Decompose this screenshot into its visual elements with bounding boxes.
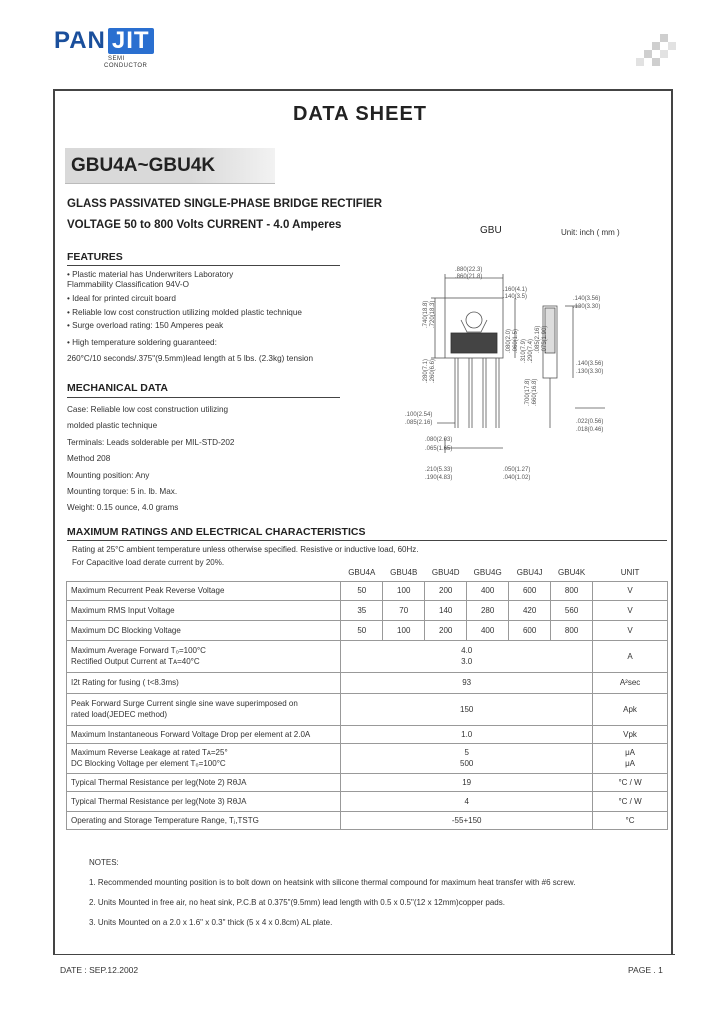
dim-label: .075(1.90) [542, 325, 548, 353]
value-cell: 100 [383, 581, 425, 600]
feature-item: • Surge overload rating: 150 Amperes peak [67, 321, 224, 331]
table-header-row [67, 565, 668, 581]
feature-item: • Ideal for printed circuit board [67, 294, 176, 303]
dim-label: .140(3.56) [576, 361, 604, 367]
dim-label: .140(3.5) [503, 294, 528, 300]
dim-label: .720(18.3) [430, 300, 436, 328]
note-item: 1. Recommended mounting position is to bolt down on heatsink with silicone thermal compound for maximum heat transfer with #6 screw. [89, 878, 576, 887]
panjit-logo [54, 28, 154, 54]
column-header: GBU4G [473, 568, 502, 578]
footer-date: DATE : SEP.12.2002 [60, 965, 139, 975]
table-row [67, 600, 668, 620]
param-cell: Maximum Recurrent Peak Reverse Voltage [67, 581, 341, 600]
column-header: GBU4K [558, 568, 586, 578]
unit-cell: A [593, 640, 668, 672]
feature-item: • Plastic material has Underwriters Laboratory Flammability Classification 94V-O [67, 270, 234, 290]
param-cell: Peak Forward Surge Current single sine wave superimposed on rated load(JEDEC method) [67, 693, 341, 725]
table-row [67, 672, 668, 693]
unit-cell: V [593, 600, 668, 620]
column-header: GBU4D [431, 568, 460, 578]
column-header: UNIT [620, 568, 640, 578]
table-row [67, 725, 668, 743]
dim-label: .100(2.54) [405, 412, 433, 418]
table-row [67, 791, 668, 811]
features-heading: FEATURES [67, 251, 123, 263]
footer-page: PAGE . 1 [628, 965, 663, 975]
dim-label: .660(16.8) [532, 378, 538, 406]
table-row [67, 640, 668, 672]
param-cell: I2t Rating for fusing ( t<8.3ms) [67, 672, 341, 693]
mech-line: Terminals: Leads solderable per MIL-STD-202 [67, 437, 235, 447]
notes-title: NOTES: [89, 858, 119, 867]
dim-label: .040(1.02) [503, 475, 531, 481]
dim-label: .050(1.27) [503, 467, 531, 473]
unit-cell: Apk [593, 693, 668, 725]
mechanical-heading: MECHANICAL DATA [67, 382, 168, 394]
table-row [67, 811, 668, 829]
dim-label: .260(6.6) [430, 358, 436, 383]
dim-label: .018(0.46) [576, 427, 604, 433]
value-cell: 800 [551, 620, 593, 640]
unit-note: Unit: inch ( mm ) [561, 228, 620, 237]
value-cell: 150 [341, 693, 593, 725]
unit-cell: °C / W [593, 791, 668, 811]
logo-jit-text: JIT [108, 28, 154, 54]
param-cell: Maximum DC Blocking Voltage [67, 620, 341, 640]
value-cell: 1.0 [341, 725, 593, 743]
note-item: 2. Units Mounted in free air, no heat sink, P.C.B at 0.375"(9.5mm) lead length with 0.5 x 0.5"(12 x 12mm)copper pads. [89, 898, 505, 907]
value-cell: 560 [551, 600, 593, 620]
dim-label: .085(2.16) [405, 420, 433, 426]
unit-cell: °C [593, 811, 668, 829]
unit-cell: μA μA [593, 743, 668, 773]
mech-line: Weight: 0.15 ounce, 4.0 grams [67, 503, 179, 513]
table-row [67, 743, 668, 773]
mech-line: Case: Reliable low cost construction utilizing [67, 405, 229, 414]
value-cell: 400 [467, 581, 509, 600]
dim-label: .190(4.83) [425, 475, 453, 481]
logo-pan-text: PAN [54, 27, 106, 54]
package-outline-drawing [395, 258, 670, 488]
dim-label: .080(2.03) [425, 437, 453, 443]
unit-cell: V [593, 620, 668, 640]
ratings-note-2: For Capacitive load derate current by 20%. [72, 558, 225, 567]
value-cell: 50 [341, 581, 383, 600]
dim-label: .700(17.8) [525, 378, 531, 406]
mech-line: Mounting position: Any [67, 470, 150, 480]
dim-label: .280(7.1) [423, 358, 429, 383]
unit-cell: V [593, 581, 668, 600]
value-cell: 420 [509, 600, 551, 620]
logo-subtitle [104, 56, 147, 70]
mechanical-data [67, 402, 357, 517]
dim-label: .160(4.1) [503, 287, 528, 293]
ratings-divider [67, 540, 667, 541]
dim-label: .210(5.33) [425, 467, 453, 473]
value-cell: 280 [467, 600, 509, 620]
page-title: DATA SHEET [292, 103, 428, 125]
value-cell: 600 [509, 581, 551, 600]
value-cell: 4 [341, 791, 593, 811]
param-cell: Maximum Average Forward T₀=100°C Rectified Output Current at Tᴀ=40°C [67, 640, 341, 672]
unit-cell: A²sec [593, 672, 668, 693]
value-cell: 800 [551, 581, 593, 600]
logo-sub-conductor: CONDUCTOR [104, 63, 148, 69]
footer-divider [53, 954, 675, 955]
mechanical-divider [67, 397, 340, 398]
voltage-current-spec: VOLTAGE 50 to 800 Volts CURRENT - 4.0 Amperes [67, 219, 342, 231]
package-name: GBU [480, 225, 502, 236]
dim-label: .065(1.65) [425, 446, 453, 452]
ratings-note-1: Rating at 25°C ambient temperature unless otherwise specified. Resistive or inductive load, 60Hz. [72, 545, 419, 554]
value-cell: 70 [383, 600, 425, 620]
param-cell: Operating and Storage Temperature Range, Tⱼ,TSTG [67, 811, 341, 829]
dim-label: .022(0.56) [576, 419, 604, 425]
dim-label: .310(7.9) [521, 338, 527, 363]
table-row [67, 773, 668, 791]
part-number: GBU4A~GBU4K [71, 155, 216, 176]
value-cell: 140 [425, 600, 467, 620]
value-cell: 200 [425, 620, 467, 640]
param-cell: Maximum Reverse Leakage at rated Tᴀ=25° DC Blocking Voltage per element T₀=100°C [67, 743, 341, 773]
mech-line: Method 208 [67, 454, 111, 464]
dim-label: .290(7.4) [528, 338, 534, 363]
value-cell: -55+150 [341, 811, 593, 829]
dim-label: .130(3.30) [573, 304, 601, 310]
features-divider [67, 265, 340, 266]
logo-sub-semi: SEMI [108, 56, 125, 62]
value-cell: 93 [341, 672, 593, 693]
dim-label: .080(2.0) [506, 328, 512, 353]
feature-item: • Reliable low cost construction utilizing molded plastic technique [67, 307, 302, 317]
column-header: GBU4A [348, 568, 376, 578]
param-cell: Typical Thermal Resistance per leg(Note 3) RθJA [67, 791, 341, 811]
note-item: 3. Units Mounted on a 2.0 x 1.6" x 0.3" thick (5 x 4 x 0.8cm) AL plate. [89, 918, 333, 927]
value-cell: 19 [341, 773, 593, 791]
features-list [67, 270, 357, 370]
ratings-heading: MAXIMUM RATINGS AND ELECTRICAL CHARACTERISTICS [67, 526, 366, 538]
dim-label: .130(3.30) [576, 369, 604, 375]
dim-label: .140(3.56) [573, 296, 601, 302]
table-row [67, 693, 668, 725]
dim-label: .880(22.3) [455, 267, 483, 273]
decorative-dots [636, 34, 676, 74]
value-cell: 400 [467, 620, 509, 640]
feature-item: • High temperature soldering guaranteed: 260°C/10 seconds/.375"(9.5mm)lead length at 5 lbs. (2.3kg) tension [67, 337, 314, 363]
dim-label: .085(2.16) [535, 325, 541, 353]
table-row [67, 620, 668, 640]
dim-label: .740(18.8) [423, 300, 429, 328]
dim-label: .060(1.5) [513, 328, 519, 353]
unit-cell: Vpk [593, 725, 668, 743]
value-cell: 100 [383, 620, 425, 640]
value-cell: 4.0 3.0 [341, 640, 593, 672]
unit-cell: °C / W [593, 773, 668, 791]
param-cell: Maximum RMS Input Voltage [67, 600, 341, 620]
value-cell: 200 [425, 581, 467, 600]
column-header: GBU4B [390, 568, 418, 578]
value-cell: 5 500 [341, 743, 593, 773]
dim-label: .860(21.8) [455, 274, 483, 280]
mech-line: Mounting torque: 5 in. lb. Max. [67, 487, 178, 497]
column-header: GBU4J [516, 568, 543, 578]
param-cell: Typical Thermal Resistance per leg(Note 2) RθJA [67, 773, 341, 791]
product-description: GLASS PASSIVATED SINGLE-PHASE BRIDGE RECTIFIER [67, 198, 383, 210]
value-cell: 35 [341, 600, 383, 620]
param-cell: Maximum Instantaneous Forward Voltage Drop per element at 2.0A [67, 725, 341, 743]
table-row [67, 581, 668, 600]
mech-line: molded plastic technique [67, 421, 158, 431]
value-cell: 50 [341, 620, 383, 640]
ratings-table [66, 565, 668, 830]
value-cell: 600 [509, 620, 551, 640]
